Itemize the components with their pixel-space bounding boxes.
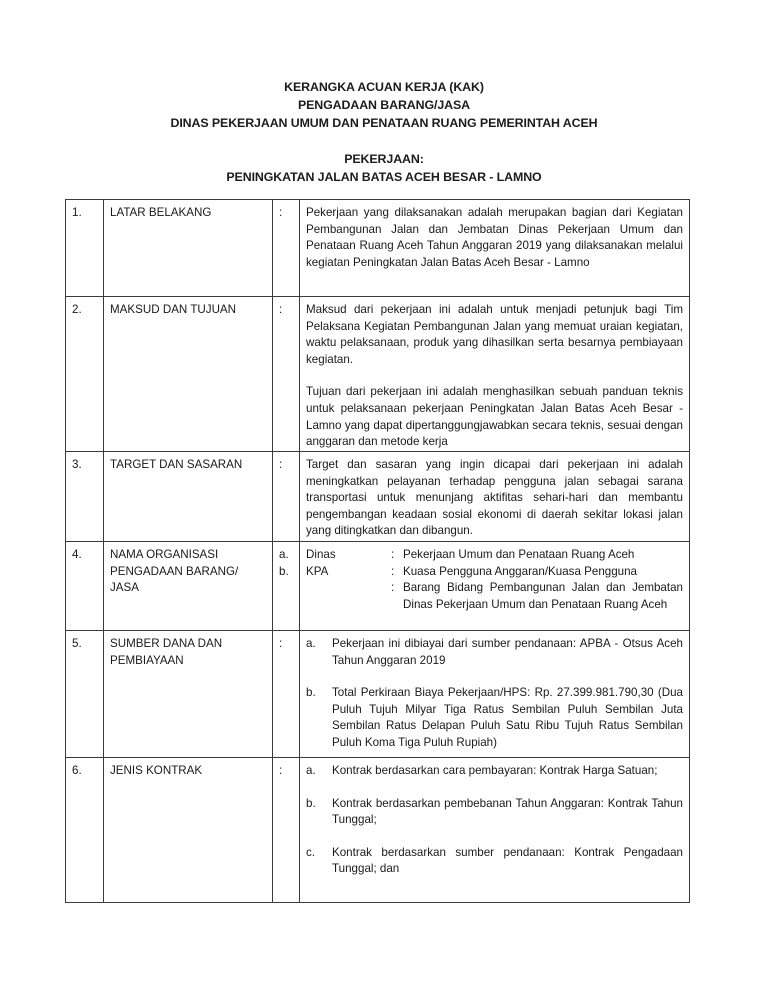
item-letter: b.: [306, 686, 316, 700]
org-colon: :: [391, 548, 395, 561]
section-number: 5.: [66, 631, 104, 758]
separator: :: [273, 200, 300, 297]
section-number: 3.: [66, 452, 104, 542]
list-item: [306, 796, 683, 829]
list-item: [306, 636, 683, 669]
org-name: KPA: [306, 564, 329, 578]
org-colon: :: [391, 581, 395, 595]
org-entry: [306, 547, 683, 564]
kak-table: [65, 199, 690, 903]
section-number: 2.: [66, 297, 104, 452]
table-row: [66, 452, 690, 542]
item-text: Kontrak berdasarkan pembebanan Tahun Anggaran: Kontrak Tahun Tunggal;: [332, 796, 683, 827]
item-letter: a.: [306, 637, 316, 650]
section-content: [300, 452, 690, 542]
section-label: NAMA ORGANISASI PENGADAAN BARANG/ JASA: [104, 542, 273, 631]
agency-name: DINAS PEKERJAAN UMUM DAN PENATAAN RUANG PEMERINTAH ACEH: [170, 116, 598, 130]
section-label: MAKSUD DAN TUJUAN: [104, 297, 273, 452]
item-letter: a.: [279, 548, 289, 561]
section-number: 6.: [66, 758, 104, 903]
table-row: [66, 297, 690, 452]
org-value: Barang Bidang Pembangunan Jalan dan Jembatan Dinas Pekerjaan Umum dan Penataan Ruang Aceh: [403, 581, 683, 611]
item-letter: c.: [306, 845, 316, 859]
section-label: JENIS KONTRAK: [104, 758, 273, 903]
item-text: Total Perkiraan Biaya Pekerjaan/HPS: Rp. 27.399.981.790,30 (Dua Puluh Tujuh Milyar Tiga Ratus Sembilan Puluh Sembilan Juta Sembilan Ratus Delapan Puluh Satu Ribu Tujuh Ratus Sembilan Puluh Koma Tiga Puluh Rupiah): [332, 686, 683, 749]
separator: :: [273, 452, 300, 542]
document-header: [0, 78, 768, 186]
item-text: Kontrak berdasarkan sumber pendanaan: Kontrak Pengadaan Tunggal; dan: [332, 845, 683, 876]
section-content: [300, 297, 690, 452]
org-entry: [306, 580, 683, 613]
separator: :: [273, 297, 300, 452]
item-letters: [273, 542, 300, 631]
work-label: PEKERJAAN:: [344, 152, 424, 166]
item-text: Pekerjaan ini dibiayai dari sumber pendanaan: APBA - Otsus Aceh Tahun Anggaran 2019: [332, 637, 683, 667]
item-letter: b.: [279, 564, 289, 578]
list-item: [306, 763, 683, 780]
separator: :: [273, 631, 300, 758]
org-value: Kuasa Pengguna Anggaran/Kuasa Pengguna: [403, 564, 638, 578]
work-name: PENINGKATAN JALAN BATAS ACEH BESAR - LAMNO: [226, 170, 542, 184]
item-letter: a.: [306, 764, 316, 777]
item-text: Kontrak berdasarkan cara pembayaran: Kontrak Harga Satuan;: [332, 764, 658, 777]
org-name: Dinas: [306, 548, 336, 561]
section-content: [300, 542, 690, 631]
list-item: [306, 685, 683, 751]
list-item: [306, 845, 683, 878]
separator: :: [273, 758, 300, 903]
table-row: [66, 758, 690, 903]
section-content: [300, 758, 690, 903]
org-entry: [306, 564, 683, 581]
paragraph: Target dan sasaran yang ingin dicapai dari pekerjaan ini adalah meningkatkan pelayanan terhadap pengguna jalan sebagai sarana transportasi untuk menunjang aktifitas sehari-hari dan membantu pengembangan keadaan sosial ekonomi di daerah sekitar lokasi jalan yang ditingkatkan dan dibangun.: [306, 458, 683, 538]
paragraph: Pekerjaan yang dilaksanakan adalah merupakan bagian dari Kegiatan Pembangunan Jalan dan Jembatan Dinas Pekerjaan Umum dan Penataan Ruang Aceh Tahun Anggaran 2019 yang dilaksanakan melalui kegiatan Peningkatan Jalan Batas Aceh Besar - Lamno: [306, 206, 683, 269]
section-label: TARGET DAN SASARAN: [104, 452, 273, 542]
table-row: [66, 542, 690, 631]
document-title: KERANGKA ACUAN KERJA (KAK): [284, 80, 484, 94]
paragraph: Tujuan dari pekerjaan ini adalah menghasilkan sebuah panduan teknis untuk pelaksanaan pekerjaan Peningkatan Jalan Batas Aceh Besar - Lamno yang dapat dipertanggungjawabkan secara teknis, sesuai dengan anggaran dan metode kerja: [306, 385, 683, 449]
section-label: LATAR BELAKANG: [104, 200, 273, 297]
table-row: [66, 200, 690, 297]
section-content: [300, 631, 690, 758]
document-subtitle: PENGADAAN BARANG/JASA: [297, 98, 471, 112]
item-letter: b.: [306, 796, 316, 810]
section-label: SUMBER DANA DAN PEMBIAYAAN: [104, 631, 273, 758]
section-number: 1.: [66, 200, 104, 297]
org-name: [306, 580, 391, 613]
paragraph: Maksud dari pekerjaan ini adalah untuk menjadi petunjuk bagi Tim Pelaksana Kegiatan Pembangunan Jalan yang memuat uraian kegiatan, waktu pelaksanaan, produk yang dihasilkan serta besarnya pembiayaan kegiatan.: [306, 303, 683, 366]
org-colon: :: [391, 564, 395, 578]
org-value: Pekerjaan Umum dan Penataan Ruang Aceh: [403, 548, 635, 561]
table-row: [66, 631, 690, 758]
section-number: 4.: [66, 542, 104, 631]
section-content: [300, 200, 690, 297]
